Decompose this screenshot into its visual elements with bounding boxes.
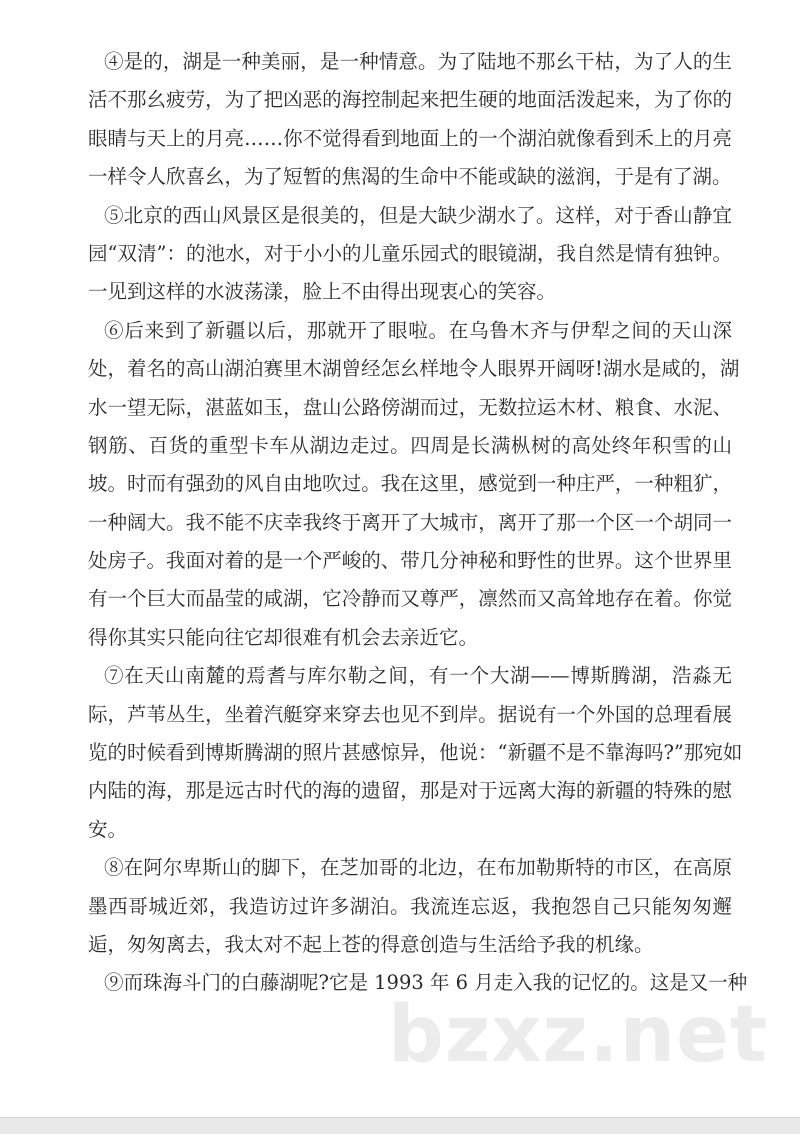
text-line: 眼睛与天上的月亮……你不觉得看到地面上的一个湖泊就像看到禾上的月亮 [88,126,732,150]
text-line: ⑦在天山南麓的焉耆与库尔勒之间，有一个大湖——博斯腾湖，浩淼无 [104,664,732,688]
document-body [88,43,748,1003]
text-line: 墨西哥城近郊，我造访过许多湖泊。我流连忘返，我抱怨自己只能匆匆邂 [88,894,732,918]
text-line: 坡。时而有强劲的风自由地吹过。我在这里，感觉到一种庄严，一种粗犷， [88,472,732,496]
text-line: 逅，匆匆离去，我太对不起上苍的得意创造与生活给予我的机缘。 [88,932,654,956]
text-line: 一见到这样的水波荡漾，脸上不由得出现衷心的笑容。 [88,280,557,304]
text-line: 水一望无际，湛蓝如玉，盘山公路傍湖而过，无数拉运木材、粮食、水泥、 [88,395,732,419]
text-line: ⑤北京的西山风景区是很美的，但是大缺少湖水了。这样，对于香山静宜 [104,203,732,227]
text-line: 际，芦苇丛生，坐着汽艇穿来穿去也见不到岸。据说有一个外国的总理看展 [88,702,732,726]
text-line: 安。 [88,817,128,841]
paragraph [88,43,732,197]
text-line: ⑥后来到了新疆以后，那就开了眼啦。在乌鲁木齐与伊犁之间的天山深 [104,318,732,342]
paragraph [88,657,743,849]
text-line: ⑧在阿尔卑斯山的脚下，在芝加哥的北边，在布加勒斯特的市区，在高原 [104,856,732,880]
text-line: 一样令人欣喜幺，为了短暂的焦渴的生命中不能或缺的滋润，于是有了湖。 [88,165,732,189]
text-line: 处，着名的高山湖泊赛里木湖曾经怎幺样地令人眼界开阔呀!湖水是咸的，湖 [88,357,740,381]
paragraph [88,312,740,658]
text-line: 有一个巨大而晶莹的咸湖，它冷静而又尊严，凛然而又高耸地存在着。你觉 [88,587,732,611]
text-line: 览的时候看到博斯腾湖的照片甚感惊异，他说：“新疆不是不靠海吗?”那宛如 [88,741,743,765]
text-line: ⑨而珠海斗门的白藤湖呢?它是 1993 年 6 月走入我的记忆的。这是又一种 [104,971,748,995]
paragraph [88,197,732,312]
text-line: 得你其实只能向往它却很难有机会去亲近它。 [88,625,479,649]
text-line: 一种阔大。我不能不庆幸我终于离开了大城市，离开了那一个区一个胡同一 [88,510,732,534]
paragraph [88,964,748,1002]
text-line: ④是的，湖是一种美丽，是一种情意。为了陆地不那幺干枯，为了人的生 [104,50,732,73]
paragraph [88,849,732,964]
watermark: bzxz.net [388,990,769,1080]
text-line: 内陆的海，那是远古时代的海的遗留，那是对于远离大海的新疆的特殊的慰 [88,779,732,803]
text-line: 处房子。我面对着的是一个严峻的、带几分神秘和野性的世界。这个世界里 [88,549,732,573]
text-line: 园“双清”：的池水，对于小小的儿童乐园式的眼镜湖，我自然是情有独钟。 [88,241,732,265]
text-line: 活不那幺疲劳，为了把凶恶的海控制起来把生硬的地面活泼起来，为了你的 [88,88,732,112]
text-line: 钢筋、百货的重型卡车从湖边走过。四周是长满枞树的高处终年积雪的山 [88,433,732,457]
